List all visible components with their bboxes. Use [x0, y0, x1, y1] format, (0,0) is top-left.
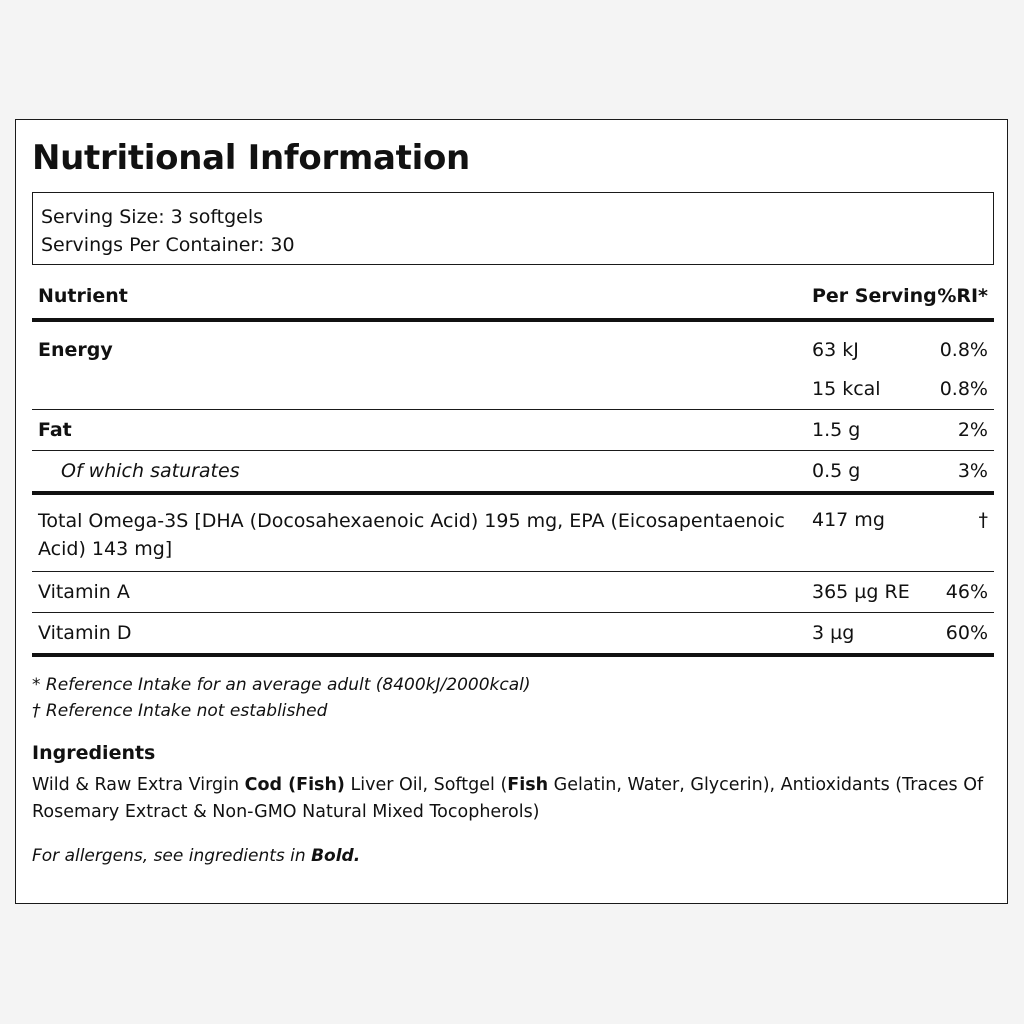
- allergen-cod: Cod (Fish): [244, 775, 345, 795]
- energy-kcal-ri: 0.8%: [939, 378, 988, 400]
- saturates-label: Of which saturates: [61, 460, 240, 482]
- ingredients-part-3: Gelatin, Water, Glycerin), Antioxidants (Traces Of Rosemary Extract & Non-GMO Natural Mixed Tocopherols): [32, 775, 984, 822]
- footnotes: [32, 672, 531, 724]
- vitamin-a-value: 365 µg RE: [812, 581, 910, 603]
- energy-kcal: 15 kcal: [812, 378, 881, 400]
- nutrition-table: [32, 280, 994, 657]
- vitamin-a-ri: 46%: [945, 581, 988, 603]
- saturates-ri: 3%: [957, 460, 988, 482]
- servings-per-container: Servings Per Container: 30: [41, 234, 295, 256]
- page-title: Nutritional Information: [32, 138, 470, 178]
- omega-ri: †: [978, 509, 988, 531]
- omega-label: Total Omega-3S [DHA (Docosahexaenoic Acid) 195 mg, EPA (Eicosapentaenoic Acid) 143 mg]: [38, 510, 785, 560]
- allergen-note: [32, 846, 360, 866]
- serving-size: Serving Size: 3 softgels: [41, 206, 264, 228]
- table-row-energy: [32, 322, 994, 410]
- table-header-row: [32, 280, 994, 322]
- nutrition-label: [15, 119, 1008, 904]
- footnote-ri: * Reference Intake for an average adult (8400kJ/2000kcal): [32, 675, 531, 695]
- table-row-vitamin-a: [32, 572, 994, 613]
- header-nutrient: Nutrient: [38, 285, 128, 307]
- vitamin-d-ri: 60%: [945, 622, 988, 644]
- vitamin-a-label: Vitamin A: [38, 581, 130, 603]
- ingredients-part-2: Liver Oil, Softgel (: [344, 775, 508, 795]
- footnote-not-established: † Reference Intake not established: [32, 701, 328, 721]
- omega-value: 417 mg: [812, 509, 885, 531]
- header-per-serving: Per Serving: [812, 285, 937, 307]
- vitamin-d-value: 3 µg: [812, 622, 855, 644]
- allergen-prefix: For allergens, see ingredients in: [32, 846, 312, 866]
- serving-info-box: [32, 192, 994, 265]
- energy-kj: 63 kJ: [812, 339, 859, 361]
- ingredients-text: [32, 772, 992, 826]
- ingredients-title: Ingredients: [32, 742, 156, 764]
- energy-kj-ri: 0.8%: [939, 339, 988, 361]
- fat-value: 1.5 g: [812, 419, 861, 441]
- allergen-bold: Bold.: [311, 846, 361, 866]
- table-row-vitamin-d: [32, 613, 994, 657]
- fat-label: Fat: [38, 419, 72, 441]
- saturates-value: 0.5 g: [812, 460, 861, 482]
- table-row-fat: [32, 410, 994, 451]
- fat-ri: 2%: [957, 419, 988, 441]
- table-row-omega: [32, 495, 994, 572]
- ingredients-part-1: Wild & Raw Extra Virgin: [32, 775, 245, 795]
- allergen-fish: Fish: [507, 775, 549, 795]
- vitamin-d-label: Vitamin D: [38, 622, 132, 644]
- table-row-saturates: [32, 451, 994, 495]
- header-ri: %RI*: [937, 285, 988, 307]
- energy-label: Energy: [38, 339, 113, 361]
